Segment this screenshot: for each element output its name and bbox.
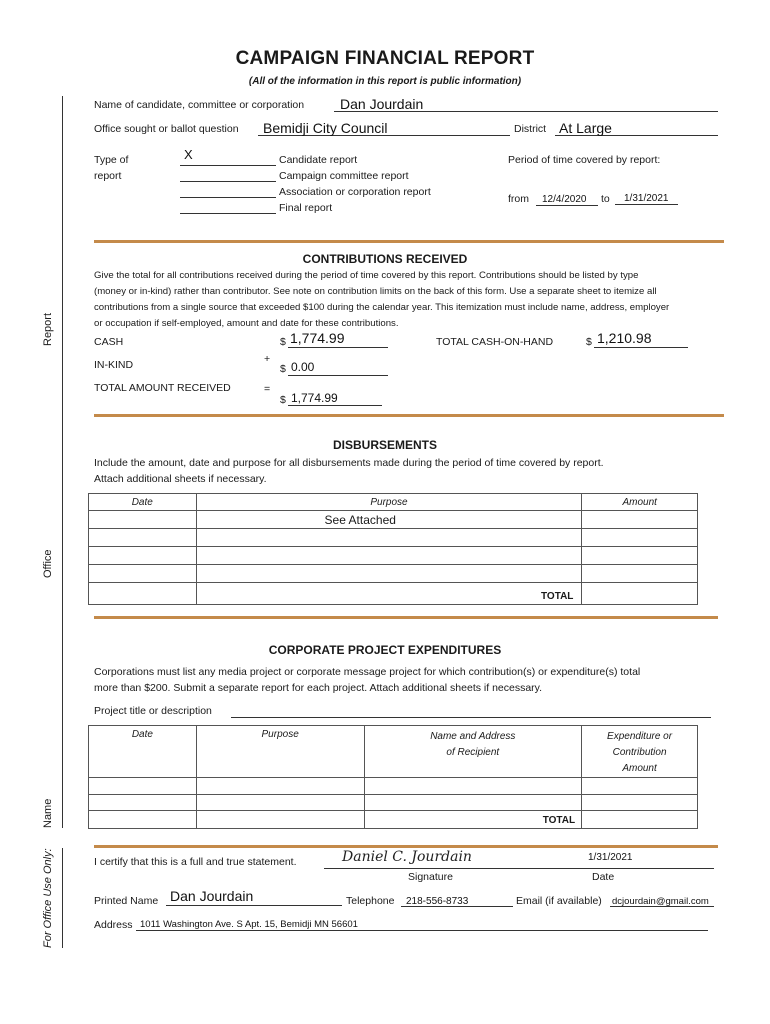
- sidebar-label-office-use: For Office Use Only:: [42, 848, 54, 948]
- sidebar-divider-lower: [62, 848, 63, 948]
- corporate-date-cell[interactable]: [89, 795, 197, 811]
- type-association-checkbox[interactable]: [180, 184, 276, 198]
- disbursement-purpose-cell[interactable]: See Attached: [196, 511, 582, 529]
- corporate-col-date: Date: [89, 726, 197, 778]
- disbursement-date-cell[interactable]: [89, 511, 197, 529]
- period-label: Period of time covered by report:: [508, 154, 661, 166]
- office-sought-value: Bemidji City Council: [263, 120, 388, 136]
- corporate-recipient-cell[interactable]: [364, 778, 582, 795]
- disbursement-purpose-cell[interactable]: [196, 565, 582, 583]
- office-sought-label: Office sought or ballot question: [94, 123, 239, 135]
- table-total-row: [89, 811, 698, 829]
- signature-date-value: 1/31/2021: [588, 852, 633, 863]
- email-label: Email (if available): [516, 895, 602, 907]
- candidate-name-label: Name of candidate, committee or corporation: [94, 99, 305, 111]
- disbursements-heading: DISBURSEMENTS: [332, 438, 437, 452]
- corporate-heading: CORPORATE PROJECT EXPENDITURES: [268, 643, 502, 657]
- disbursements-col-amount: Amount: [582, 494, 698, 511]
- corporate-col-purpose: Purpose: [196, 726, 364, 778]
- corporate-total-label: TOTAL: [364, 811, 582, 829]
- period-to-label: to: [601, 193, 610, 205]
- corporate-instructions-1: Corporations must list any media project or corporate message project for which contribution(s) or expenditure(s) total: [94, 666, 641, 678]
- disbursement-amount-cell[interactable]: [582, 529, 698, 547]
- contributions-instructions-2: (money or in-kind) rather than contributor. See note on contribution limits on the back of this form. Use a separate sheet to itemize all: [94, 286, 657, 297]
- date-label: Date: [592, 871, 615, 883]
- type-candidate-label: Candidate report: [279, 154, 358, 166]
- corporate-purpose-cell[interactable]: [196, 778, 364, 795]
- period-from-value: 12/4/2020: [542, 194, 587, 205]
- table-row: [89, 511, 698, 529]
- contributions-instructions-3: contributions from a single source that exceeded $100 during the calendar year. This itemization must include name, address, employer: [94, 302, 670, 313]
- corporate-instructions-2: more than $200. Submit a separate report for each project. Attach additional sheets if necessary.: [94, 682, 543, 694]
- type-candidate-mark: X: [184, 147, 193, 162]
- disbursements-instructions-2: Attach additional sheets if necessary.: [94, 473, 267, 485]
- disbursement-date-cell[interactable]: [89, 583, 197, 605]
- district-value: At Large: [559, 120, 612, 136]
- section-divider: [94, 414, 724, 417]
- type-of-report-label-1: Type of: [94, 154, 129, 166]
- disbursement-date-cell[interactable]: [89, 565, 197, 583]
- contributions-heading: CONTRIBUTIONS RECEIVED: [302, 252, 468, 266]
- disbursements-col-date: Date: [89, 494, 197, 511]
- disbursement-amount-cell[interactable]: [582, 547, 698, 565]
- corporate-purpose-cell[interactable]: [196, 811, 364, 829]
- disbursement-amount-cell[interactable]: [582, 511, 698, 529]
- disbursements-col-purpose: Purpose: [196, 494, 582, 511]
- printed-name-label: Printed Name: [94, 895, 159, 907]
- project-title-field[interactable]: [231, 704, 711, 718]
- corporate-col-exp-line1: Expenditure or: [607, 731, 673, 742]
- corporate-total-cell[interactable]: [582, 811, 698, 829]
- cash-label: CASH: [94, 336, 124, 348]
- disbursements-total-cell[interactable]: [582, 583, 698, 605]
- type-of-report-label-2: report: [94, 170, 122, 182]
- type-candidate-checkbox[interactable]: [180, 152, 276, 166]
- signature-image: Daniel C. Jourdain: [342, 849, 472, 865]
- disbursements-total-label: TOTAL: [196, 583, 582, 605]
- cash-dollar: $: [280, 336, 286, 348]
- period-to-value: 1/31/2021: [624, 193, 669, 204]
- section-divider: [94, 616, 718, 619]
- type-committee-label: Campaign committee report: [279, 170, 409, 182]
- corporate-amount-cell[interactable]: [582, 778, 698, 795]
- type-final-checkbox[interactable]: [180, 200, 276, 214]
- table-row: [89, 795, 698, 811]
- type-committee-checkbox[interactable]: [180, 168, 276, 182]
- signature-label: Signature: [408, 871, 453, 883]
- total-received-equals: =: [264, 383, 271, 395]
- type-association-label: Association or corporation report: [279, 186, 431, 198]
- sidebar-label-office: Office: [42, 549, 54, 578]
- corporate-col-exp-line2: Contribution: [612, 747, 667, 758]
- contributions-instructions-4: or occupation if self-employed, amount and date for these contributions.: [94, 318, 399, 329]
- form-title: CAMPAIGN FINANCIAL REPORT: [235, 48, 535, 69]
- total-received-label: TOTAL AMOUNT RECEIVED: [94, 382, 231, 394]
- section-divider: [94, 240, 724, 243]
- section-divider: [94, 845, 718, 848]
- sidebar-label-report: Report: [42, 312, 54, 346]
- corporate-col-recipient: [364, 726, 582, 778]
- sidebar-label-name: Name: [42, 798, 54, 828]
- disbursement-date-cell[interactable]: [89, 547, 197, 565]
- email-value: dcjourdain@gmail.com: [612, 896, 709, 907]
- disbursements-instructions-1: Include the amount, date and purpose for all disbursements made during the period of time covered by report.: [94, 457, 604, 469]
- cash-value: 1,774.99: [290, 330, 345, 346]
- telephone-value: 218-556-8733: [406, 896, 469, 907]
- project-title-label: Project title or description: [94, 705, 212, 717]
- corporate-table: [88, 725, 698, 829]
- corporate-recipient-cell[interactable]: [364, 795, 582, 811]
- corporate-purpose-cell[interactable]: [196, 795, 364, 811]
- disbursement-amount-cell[interactable]: [582, 565, 698, 583]
- telephone-label: Telephone: [346, 895, 395, 907]
- corporate-col-recipient-line2: of Recipient: [446, 747, 500, 758]
- form-subtitle: (All of the information in this report is public information): [248, 76, 522, 87]
- table-total-row: [89, 583, 698, 605]
- corporate-amount-cell[interactable]: [582, 795, 698, 811]
- in-kind-dollar: $: [280, 363, 286, 375]
- address-value: 1011 Washington Ave. S Apt. 15, Bemidji MN 56601: [140, 919, 358, 930]
- in-kind-value: 0.00: [291, 360, 315, 374]
- candidate-name-value: Dan Jourdain: [340, 96, 424, 112]
- table-row: [89, 565, 698, 583]
- table-row: [89, 529, 698, 547]
- contributions-instructions-1: Give the total for all contributions received during the period of time covered by this report. Contributions should be listed by type: [94, 270, 639, 281]
- district-label: District: [514, 123, 547, 135]
- corporate-date-cell[interactable]: [89, 778, 197, 795]
- certify-statement: I certify that this is a full and true statement.: [94, 856, 297, 868]
- sidebar-divider: [62, 96, 63, 828]
- cash-on-hand-dollar: $: [586, 336, 592, 348]
- disbursement-purpose-cell[interactable]: [196, 547, 582, 565]
- corporate-col-exp-line3: Amount: [622, 763, 657, 774]
- corporate-col-recipient-line1: Name and Address: [430, 731, 516, 742]
- type-final-label: Final report: [279, 202, 333, 214]
- in-kind-plus: +: [264, 353, 271, 365]
- in-kind-label: IN-KIND: [94, 359, 134, 371]
- cash-on-hand-value: 1,210.98: [597, 330, 652, 346]
- total-received-dollar: $: [280, 394, 286, 406]
- address-label: Address: [94, 919, 133, 931]
- disbursement-purpose-cell[interactable]: [196, 529, 582, 547]
- period-from-label: from: [508, 193, 529, 205]
- corporate-date-cell[interactable]: [89, 811, 197, 829]
- printed-name-value: Dan Jourdain: [170, 888, 254, 904]
- disbursements-table: [88, 493, 698, 605]
- disbursement-date-cell[interactable]: [89, 529, 197, 547]
- table-row: [89, 547, 698, 565]
- cash-on-hand-label: TOTAL CASH-ON-HAND: [436, 336, 554, 348]
- total-received-value: 1,774.99: [291, 391, 338, 405]
- table-row: [89, 778, 698, 795]
- corporate-col-expenditure: [582, 726, 698, 778]
